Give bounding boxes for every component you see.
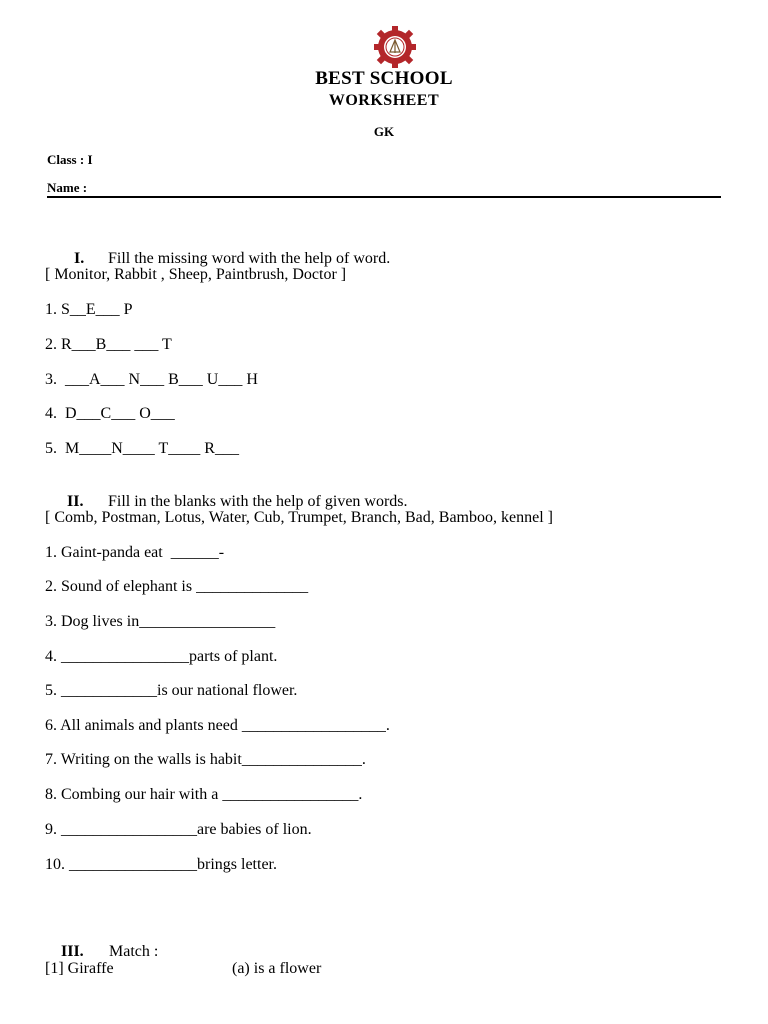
section-1-number: I. xyxy=(74,250,85,267)
section-1-item: 2. R___B___ ___ T xyxy=(45,336,172,353)
section-3-number: III. xyxy=(61,943,84,960)
match-right-item: (a) is a flower xyxy=(232,960,322,977)
section-1-item: 3. ___A___ N___ B___ U___ H xyxy=(45,371,258,388)
section-1-item: 1. S__E___ P xyxy=(45,301,133,318)
section-2-item: 5. ____________is our national flower. xyxy=(45,682,298,699)
section-2-item: 4. ________________parts of plant. xyxy=(45,648,278,665)
subject-label: GK xyxy=(373,124,395,139)
section-1-item: 4. D___C___ O___ xyxy=(45,405,175,422)
section-2-instruction: Fill in the blanks with the help of given words. xyxy=(108,493,408,510)
worksheet-title: WORKSHEET xyxy=(328,92,440,109)
section-1-item: 5. M____N____ T____ R___ xyxy=(45,440,239,457)
section-2-number: II. xyxy=(67,493,84,510)
section-2-item: 7. Writing on the walls is habit_______________. xyxy=(45,751,366,768)
section-2-item: 2. Sound of elephant is ______________ xyxy=(45,578,309,595)
match-left-item: [1] Giraffe xyxy=(45,960,114,977)
school-name: BEST SCHOOL xyxy=(315,68,453,89)
section-3-instruction: Match : xyxy=(109,943,159,960)
section-2-item: 6. All animals and plants need __________________. xyxy=(45,717,390,734)
section-2-item: 1. Gaint-panda eat ______- xyxy=(45,544,225,561)
section-1-instruction: Fill the missing word with the help of word. xyxy=(108,250,391,267)
section-1-word-bank: [ Monitor, Rabbit , Sheep, Paintbrush, Doctor ] xyxy=(45,266,347,283)
section-2-item: 9. _________________are babies of lion. xyxy=(45,821,312,838)
section-2-item: 8. Combing our hair with a _________________. xyxy=(45,786,363,803)
name-underline xyxy=(47,196,721,198)
school-logo-icon xyxy=(370,24,420,70)
section-2-item: 10. ________________brings letter. xyxy=(45,856,277,873)
section-2-item: 3. Dog lives in_________________ xyxy=(45,613,276,630)
class-line: Class : I xyxy=(47,152,93,167)
section-2-word-bank: [ Comb, Postman, Lotus, Water, Cub, Trumpet, Branch, Bad, Bamboo, kennel ] xyxy=(45,509,553,526)
name-line: Name : xyxy=(47,180,88,195)
